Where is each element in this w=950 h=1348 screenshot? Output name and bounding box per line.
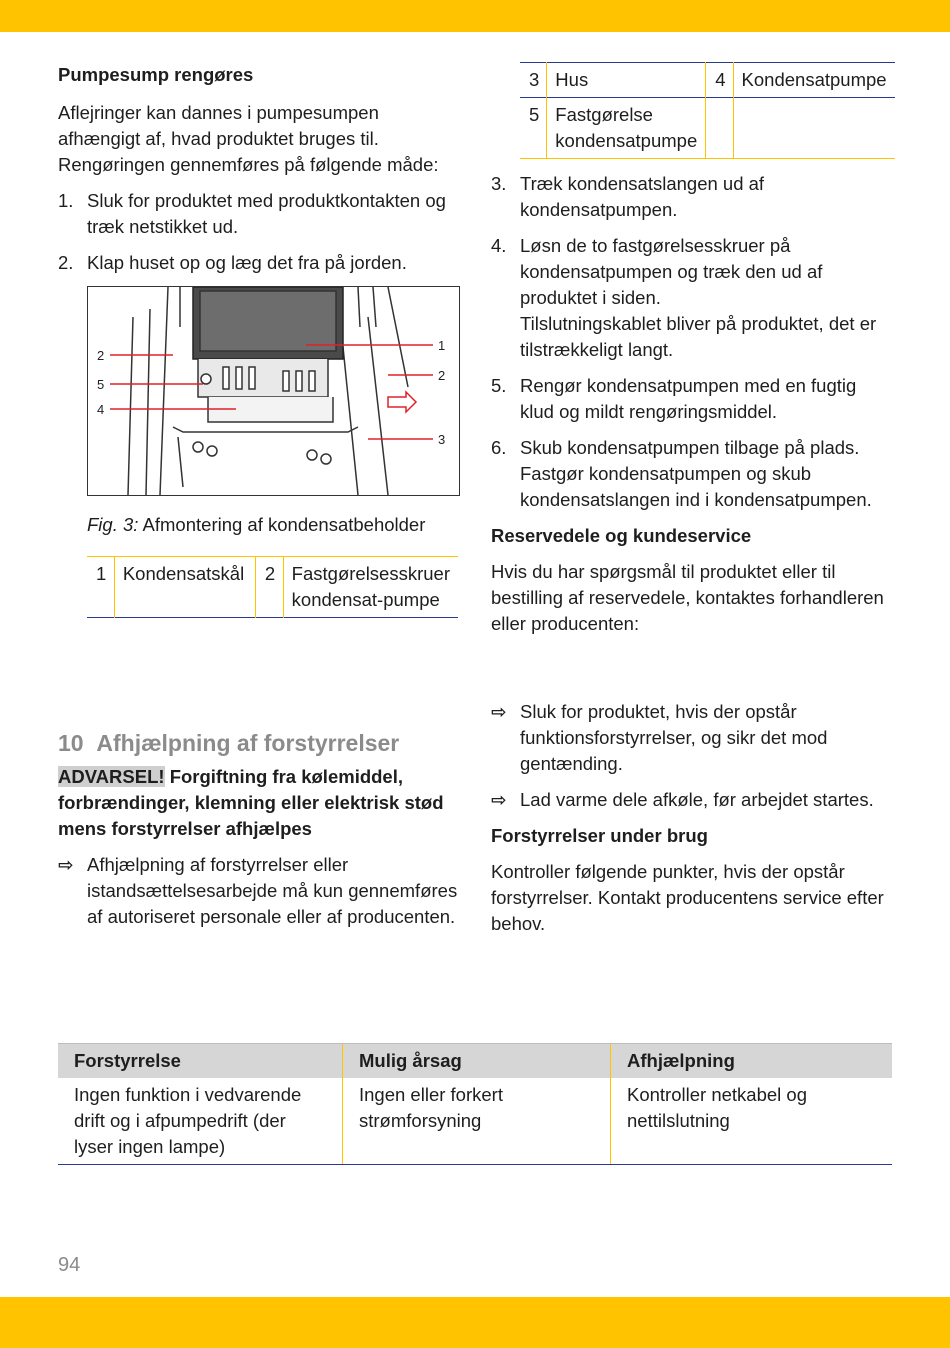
legend-text: Kondensatpumpe bbox=[733, 63, 895, 98]
legend-row bbox=[520, 98, 895, 159]
section-title bbox=[58, 728, 478, 758]
step-item bbox=[491, 435, 892, 513]
table-cell: Ingen eller forkert strømforsyning bbox=[343, 1078, 611, 1165]
step-number: 1. bbox=[58, 190, 74, 211]
legend-text: Hus bbox=[547, 63, 706, 98]
warning-title: Forgiftning fra kølemiddel, forbrændinger, klemning eller elektrisk stød mens forstyrrelser afhjælpes bbox=[58, 766, 444, 839]
step-item bbox=[491, 233, 892, 363]
section-title-text: Afhjælpning af forstyrrelser bbox=[96, 730, 400, 756]
table-cell: Ingen funktion i vedvarende drift og i afpumpedrift (der lyser ingen lampe) bbox=[58, 1078, 343, 1165]
step-text: Sluk for produktet med produktkontakten og træk netstikket ud. bbox=[87, 190, 446, 237]
legend-text bbox=[733, 98, 895, 159]
figure-kondensat-disassembly bbox=[87, 286, 460, 496]
callout-label: 1 bbox=[438, 338, 446, 353]
legend-number: 3 bbox=[529, 69, 540, 90]
heading-service: Reservedele og kundeservice bbox=[491, 525, 752, 546]
legend-number: 4 bbox=[706, 63, 733, 98]
column-header: Afhjælpning bbox=[611, 1044, 893, 1079]
trouble-paragraph: Kontroller følgende punkter, hvis der opstår forstyrrelser. Kontakt producentens service efter behov. bbox=[491, 861, 884, 934]
legend-number: 1 bbox=[96, 563, 107, 584]
page-number: 94 bbox=[58, 1254, 81, 1276]
figure-illustration bbox=[88, 287, 459, 495]
callout-label: 3 bbox=[438, 432, 446, 447]
left-column bbox=[58, 62, 459, 618]
warning-text: Sluk for produktet, hvis der opstår funktionsforstyrrelser, og sikr det mod gentænding. bbox=[520, 701, 828, 774]
section-number: 10 bbox=[58, 730, 84, 756]
step-number: 6. bbox=[491, 437, 507, 458]
warning-text: Lad varme dele afkøle, før arbejdet startes. bbox=[520, 789, 874, 810]
step-item bbox=[58, 188, 459, 240]
warning-item bbox=[491, 787, 892, 813]
step-item bbox=[491, 171, 892, 223]
left-steps bbox=[58, 188, 459, 276]
legend-row bbox=[520, 63, 895, 98]
step-number: 5. bbox=[491, 375, 507, 396]
column-header: Mulig årsag bbox=[343, 1044, 611, 1079]
arrow-right-icon: ⇨ bbox=[491, 789, 507, 810]
warning-text: Afhjælpning af forstyrrelser eller istandsættelsesarbejde må kun gennemføres af autoriseret personale eller af producenten. bbox=[87, 854, 458, 927]
warning-heading bbox=[58, 764, 459, 842]
legend-number bbox=[706, 98, 733, 159]
legend-text: Fastgørelse kondensatpumpe bbox=[547, 98, 706, 159]
step-number: 4. bbox=[491, 235, 507, 256]
right-steps bbox=[491, 171, 892, 513]
step-number: 2. bbox=[58, 252, 74, 273]
step-text: Skub kondensatpumpen tilbage på plads. Fastgør kondensatpumpen og skub kondensatslangen ind i kondensatpumpen. bbox=[520, 437, 872, 510]
service-paragraph: Hvis du har spørgsmål til produktet eller til bestilling af reservedele, kontaktes forhandleren eller producenten: bbox=[491, 561, 884, 634]
callout-label: 4 bbox=[97, 402, 105, 417]
legend-row bbox=[87, 557, 458, 618]
arrow-right-icon: ⇨ bbox=[491, 701, 507, 722]
legend-number: 5 bbox=[529, 104, 540, 125]
intro-paragraph: Aflejringer kan dannes i pumpesumpen afhængigt af, hvad produktet bruges til. Rengøringen gennemføres på følgende måde: bbox=[58, 102, 439, 175]
bottom-yellow-band bbox=[0, 1297, 950, 1348]
callout-label: 5 bbox=[97, 377, 105, 392]
top-yellow-band bbox=[0, 0, 950, 32]
right-warning-list bbox=[491, 699, 892, 813]
caption-text: Afmontering af kondensatbeholder bbox=[142, 514, 426, 535]
warning-label: ADVARSEL! bbox=[58, 766, 165, 787]
column-header: Forstyrrelse bbox=[58, 1044, 343, 1079]
step-text: Træk kondensatslangen ud af kondensatpumpen. bbox=[520, 173, 765, 220]
legend-text: Fastgørelsesskruer kondensat-pumpe bbox=[283, 557, 458, 618]
step-item bbox=[491, 373, 892, 425]
left-warning-list bbox=[58, 852, 459, 930]
heading-pumpesump: Pumpesump rengøres bbox=[58, 64, 254, 85]
step-text: Rengør kondensatpumpen med en fugtig klud og mildt rengøringsmiddel. bbox=[520, 375, 857, 422]
legend-table-right bbox=[520, 62, 895, 159]
step-number: 3. bbox=[491, 173, 507, 194]
step-text: Klap huset op og læg det fra på jorden. bbox=[87, 252, 407, 273]
step-note: Tilslutningskablet bliver på produktet, det er tilstrækkeligt langt. bbox=[520, 313, 877, 360]
legend-number: 2 bbox=[255, 557, 283, 618]
troubleshooting-table bbox=[58, 1043, 892, 1165]
callout-label: 2 bbox=[438, 368, 446, 383]
warning-block bbox=[58, 764, 459, 940]
caption-prefix: Fig. 3: bbox=[87, 514, 139, 535]
legend-table-left bbox=[87, 556, 458, 618]
legend-text: Kondensatskål bbox=[114, 557, 255, 618]
warning-item bbox=[491, 699, 892, 777]
arrow-right-icon: ⇨ bbox=[58, 854, 74, 875]
table-row bbox=[58, 1078, 892, 1165]
right-column bbox=[491, 62, 892, 947]
callout-label: 2 bbox=[97, 348, 105, 363]
table-header-row bbox=[58, 1044, 892, 1079]
warning-item bbox=[58, 852, 459, 930]
step-text: Løsn de to fastgørelsesskruer på kondensatpumpen og træk den ud af produktet i siden. bbox=[520, 235, 823, 308]
figure-caption bbox=[87, 512, 459, 538]
table-cell: Kontroller netkabel og nettilslutning bbox=[611, 1078, 893, 1165]
heading-trouble: Forstyrrelser under brug bbox=[491, 825, 708, 846]
step-item bbox=[58, 250, 459, 276]
